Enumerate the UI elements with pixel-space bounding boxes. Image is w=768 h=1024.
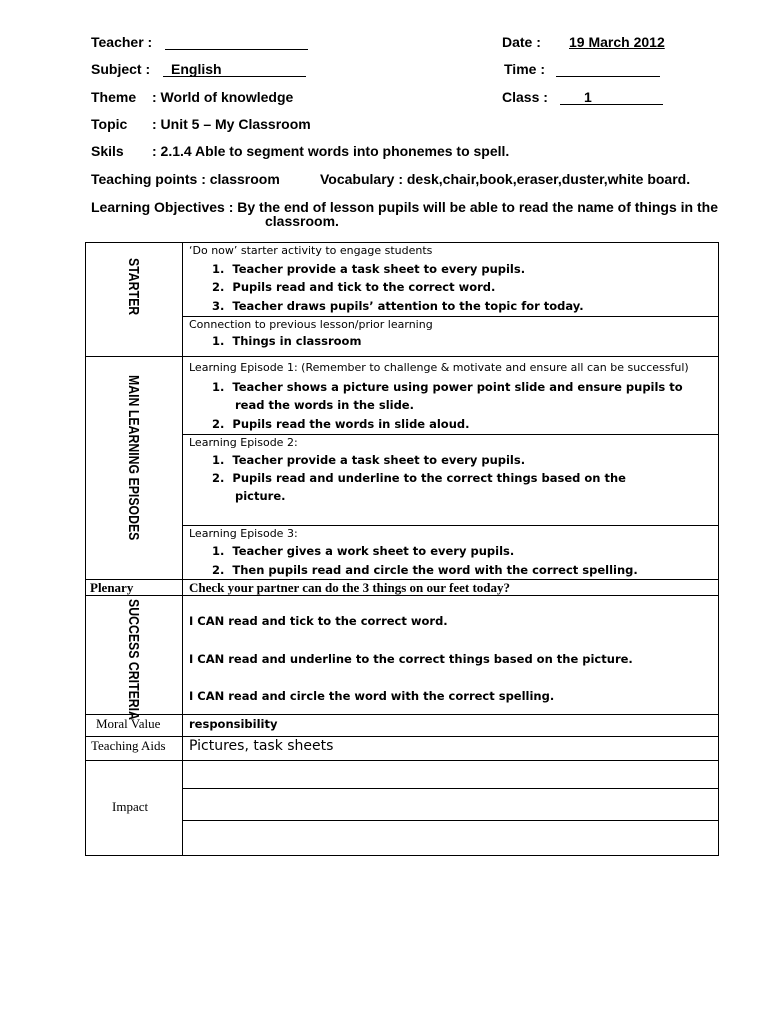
teacher-blank-line	[165, 49, 308, 50]
list-item: I CAN read and tick to the correct word.	[189, 614, 448, 628]
theme-value: : World of knowledge	[152, 89, 294, 105]
moral-value-label: Moral Value	[96, 716, 161, 731]
success-criteria-label: SUCCESS CRITERIA	[125, 599, 142, 720]
list-item-continuation: read the words in the slide.	[235, 398, 414, 412]
main-learning-episodes-label: MAIN LEARNING EPISODES	[125, 375, 142, 541]
episode2-heading: Learning Episode 2:	[189, 436, 298, 449]
class-label: Class :	[502, 89, 548, 105]
class-blank-line	[560, 104, 663, 105]
episode3-heading: Learning Episode 3:	[189, 527, 298, 540]
list-item: 1. Teacher provide a task sheet to every pupils.	[212, 453, 526, 467]
episode1-heading: Learning Episode 1: (Remember to challenge & motivate and ensure all can be successful)	[189, 361, 689, 374]
time-label: Time :	[504, 61, 545, 77]
list-item: 2. Pupils read and tick to the correct word.	[212, 280, 496, 294]
class-value: 1	[584, 89, 592, 105]
subject-value: English	[171, 61, 222, 77]
date-value: 19 March 2012	[569, 34, 665, 50]
table-border-bottom	[85, 855, 719, 856]
plenary-label: Plenary	[90, 580, 134, 595]
list-item: I CAN read and underline to the correct things based on the picture.	[189, 652, 633, 666]
topic-label: Topic	[91, 116, 128, 132]
do-now-heading: ‘Do now’ starter activity to engage students	[189, 244, 433, 257]
teaching-points: Teaching points : classroom	[91, 171, 280, 187]
teaching-aids-label: Teaching Aids	[91, 738, 166, 753]
table-border-right	[718, 242, 719, 856]
vocabulary: Vocabulary : desk,chair,book,eraser,duster,white board.	[320, 171, 691, 187]
skills-value: : 2.1.4 Able to segment words into phonemes to spell.	[152, 143, 510, 159]
theme-label: Theme	[91, 89, 137, 105]
list-item-continuation: picture.	[235, 489, 286, 503]
learning-objectives-line2: classroom.	[265, 213, 339, 229]
connection-heading: Connection to previous lesson/prior learning	[189, 318, 433, 331]
plenary-text: Check your partner can do the 3 things on our feet today?	[189, 580, 511, 595]
time-blank-line	[556, 76, 660, 77]
topic-value: : Unit 5 – My Classroom	[152, 116, 311, 132]
row-sep-impact1	[182, 788, 719, 789]
list-item: 2. Pupils read and underline to the correct things based on the	[212, 471, 626, 485]
table-border-top	[85, 242, 719, 243]
learning-objectives-line1: Learning Objectives : By the end of lesson pupils will be able to read the name of things in the	[91, 199, 718, 215]
row-sep-moral	[85, 736, 719, 737]
list-item: I CAN read and circle the word with the correct spelling.	[189, 689, 555, 703]
table-border-left	[85, 242, 86, 856]
list-item: 1. Teacher gives a work sheet to every pupils.	[212, 544, 515, 558]
row-sep-episode2	[182, 525, 719, 526]
list-item: 2. Pupils read the words in slide aloud.	[212, 417, 470, 431]
row-sep-impact2	[182, 820, 719, 821]
list-item: 1. Teacher shows a picture using power point slide and ensure pupils to	[212, 380, 683, 394]
impact-label: Impact	[112, 799, 149, 814]
moral-value: responsibility	[189, 717, 278, 731]
teaching-aids-value: Pictures, task sheets	[189, 738, 334, 754]
row-sep-do-now	[182, 316, 719, 317]
table-column-divider	[182, 242, 183, 856]
row-sep-aids	[85, 760, 719, 761]
teacher-label: Teacher :	[91, 34, 153, 50]
row-sep-success	[85, 714, 719, 715]
row-sep-episode1	[182, 434, 719, 435]
list-item: 2. Then pupils read and circle the word with the correct spelling.	[212, 563, 638, 577]
subject-label: Subject :	[91, 61, 151, 77]
skills-label: Skils	[91, 143, 124, 159]
starter-label: STARTER	[125, 258, 142, 316]
list-item: 1. Teacher provide a task sheet to every pupils.	[212, 262, 526, 276]
list-item: 1. Things in classroom	[212, 334, 362, 348]
date-label: Date :	[502, 34, 541, 50]
list-item: 3. Teacher draws pupils’ attention to the topic for today.	[212, 299, 584, 313]
row-sep-starter	[85, 356, 719, 357]
